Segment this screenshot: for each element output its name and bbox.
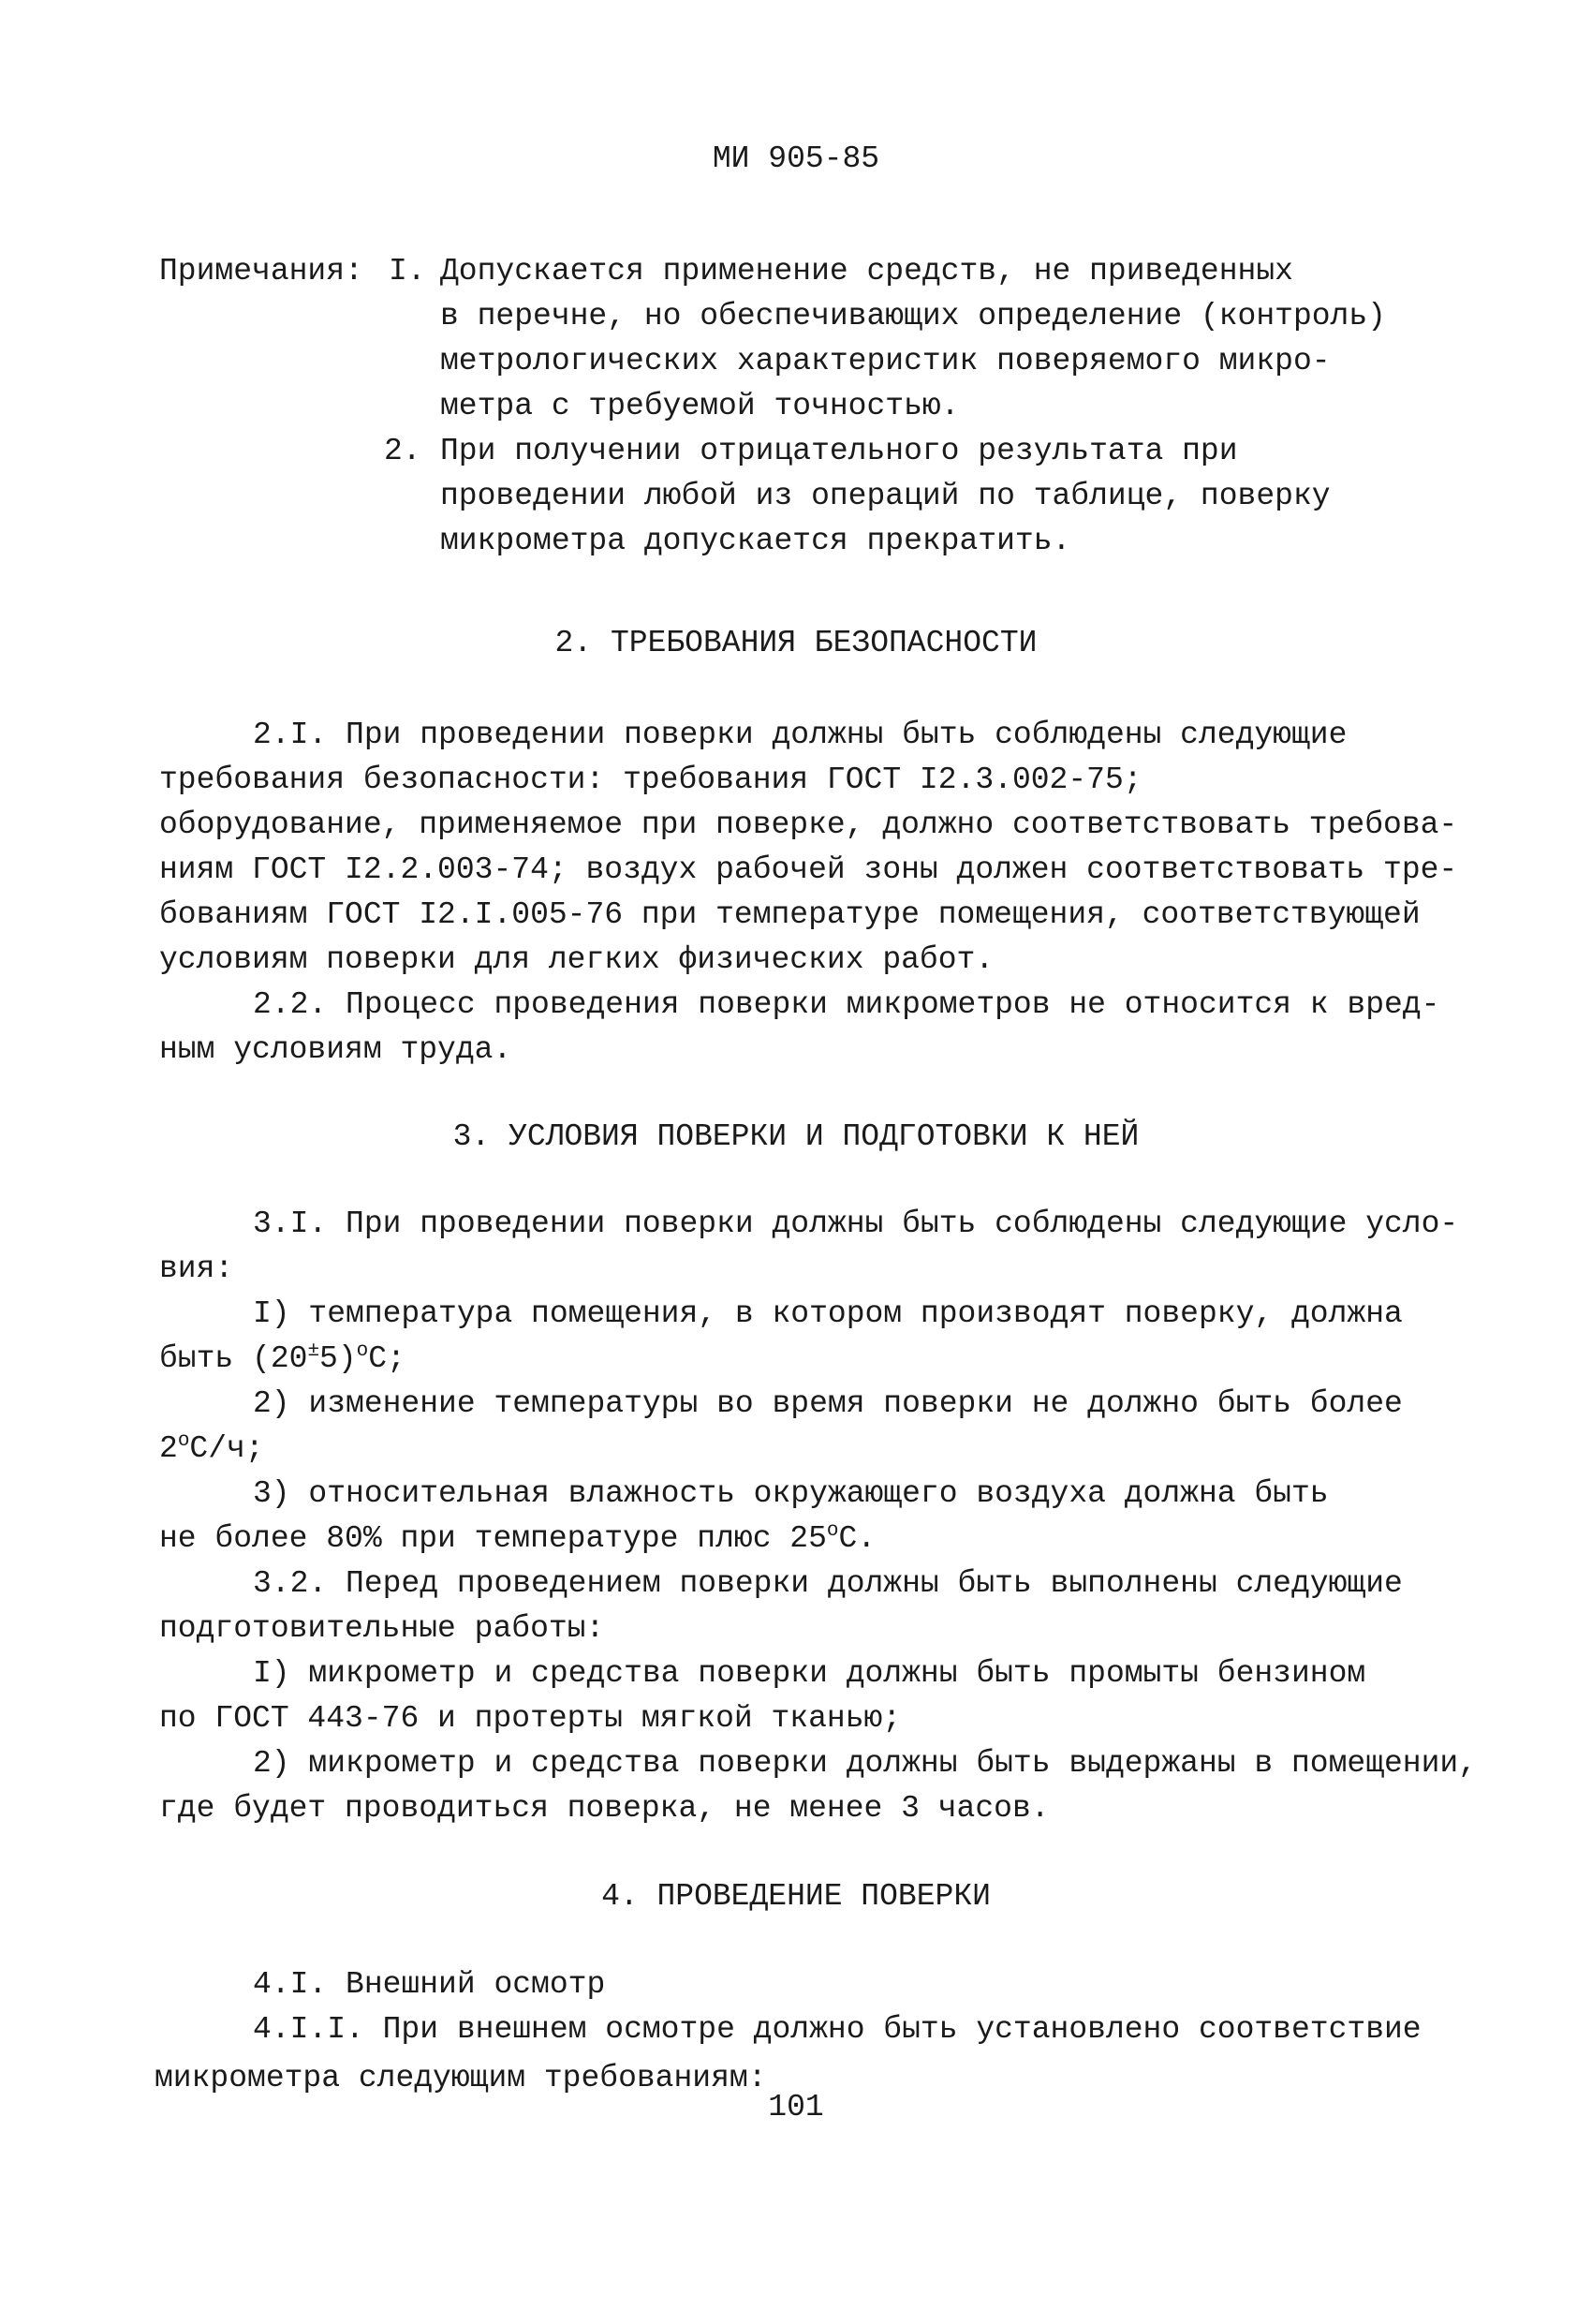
work-1-line: по ГОСТ 443-76 и протерты мягкой тканью; (159, 1701, 902, 1736)
paragraph-line: условиям поверки для легких физических работ. (159, 942, 995, 977)
note-2-line: При получении отрицательного результата при (440, 434, 1238, 468)
paragraph-line: 3.I. При проведении поверки должны быть соблюдены следующие усло- (253, 1206, 1459, 1241)
condition-1-line: I) температура помещения, в котором производят поверку, должна (253, 1296, 1403, 1331)
paragraph-line: требования безопасности: требования ГОСТ I2.3.002-75; (159, 762, 1142, 797)
note-1-line: метра с требуемой точностью. (440, 389, 960, 423)
condition-2-line: $2^оС/ч$; (159, 1430, 264, 1466)
condition-3-line: 3) относительная влажность окружающего воздуха должна быть (253, 1476, 1329, 1511)
condition-3-line: не более 80% при температуре плюс $25^оС$. (159, 1520, 877, 1556)
note-2-line: микрометра допускается прекратить. (440, 524, 1071, 558)
work-2-line: где будет проводиться поверка, не менее 3 часов. (159, 1791, 1050, 1826)
paragraph-line: 3.2. Перед проведением поверки должны быть выполнены следующие (253, 1566, 1403, 1601)
paragraph-line: оборудование, применяемое при поверке, должно соответствовать требова- (159, 807, 1458, 842)
paragraph-line: микрометра следующим требованиям: (155, 2061, 767, 2095)
note-1-line: в перечне, но обеспечивающих определение (контроль) (440, 299, 1386, 333)
paragraph-line: 2.2. Процесс проведения поверки микрометров не относится к вред- (253, 987, 1440, 1022)
work-2-line: 2) микрометр и средства поверки должны быть выдержаны в помещении, (253, 1746, 1478, 1781)
paragraph-line: бованиям ГОСТ I2.I.005-76 при температуре помещения, соответствующей (159, 897, 1421, 932)
note-2-line: проведении любой из операций по таблице, поверку (440, 479, 1331, 513)
note-1-line: Допускается применение средств, не приведенных (440, 254, 1293, 289)
paragraph-line: подготовительные работы: (159, 1611, 605, 1646)
section-2-heading: 2. ТРЕБОВАНИЯ БЕЗОПАСНОСТИ (554, 626, 1038, 660)
notes-label: Примечания: (159, 254, 363, 289)
paragraph-line: 2.I. При проведении поверки должны быть соблюдены следующие (253, 718, 1348, 752)
note-2-number: 2. (384, 434, 421, 468)
document-code: МИ 905-85 (712, 141, 880, 176)
note-1-line: метрологических характеристик поверяемого микро- (440, 344, 1331, 378)
paragraph-line: ным условиям труда. (159, 1032, 512, 1067)
page-number: 101 (768, 2090, 824, 2124)
paragraph-line: ниям ГОСТ I2.2.003-74; воздух рабочей зоны должен соответствовать тре- (159, 852, 1458, 887)
section-3-heading: 3. УСЛОВИЯ ПОВЕРКИ И ПОДГОТОВКИ К НЕЙ (452, 1119, 1140, 1154)
paragraph-line: вия: (159, 1251, 234, 1286)
section-4-heading: 4. ПРОВЕДЕНИЕ ПОВЕРКИ (601, 1879, 991, 1914)
paragraph-line: 4.I.I. При внешнем осмотре должно быть установлено соответствие (253, 2012, 1422, 2047)
condition-2-line: 2) изменение температуры во время поверки не должно быть более (253, 1386, 1403, 1421)
subsection-title: 4.I. Внешний осмотр (253, 1967, 606, 2002)
note-1-number: I. (389, 254, 426, 289)
condition-1-line: быть $(20^\pm 5)^оС$; (159, 1340, 405, 1376)
work-1-line: I) микрометр и средства поверки должны быть промыты бензином (253, 1656, 1366, 1691)
